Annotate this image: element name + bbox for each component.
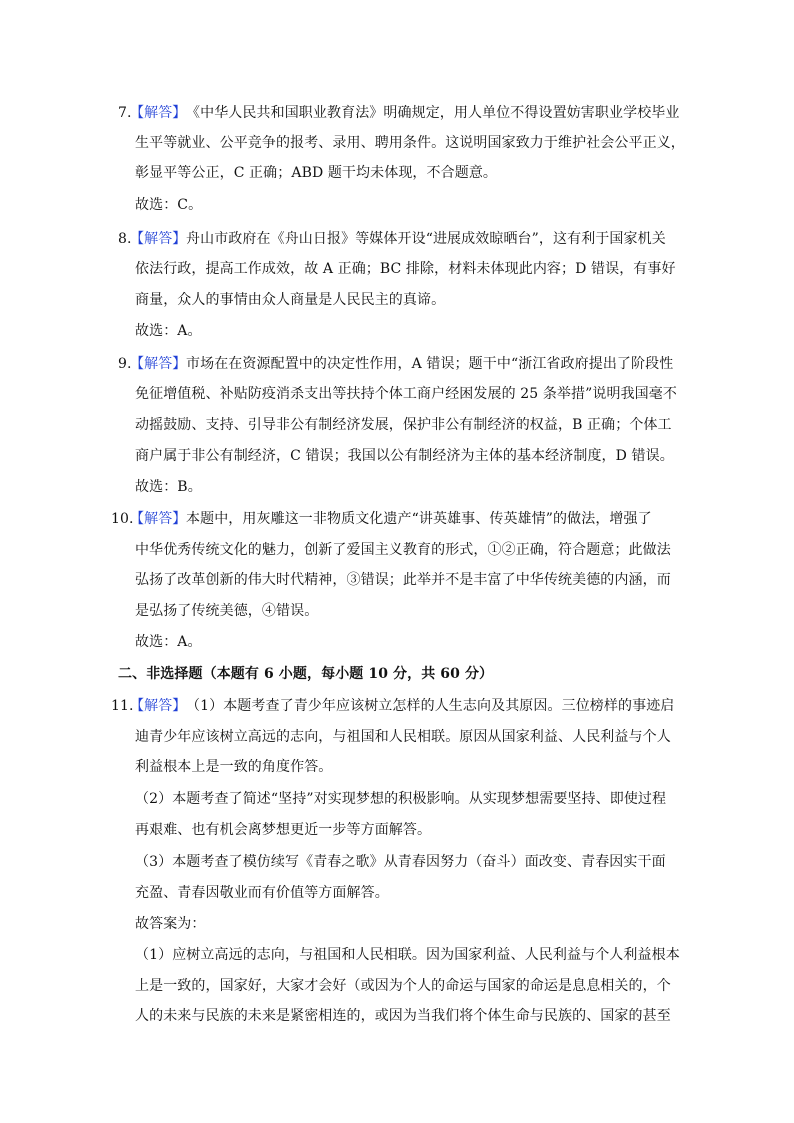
answer-choice: 故选：B。	[135, 479, 202, 495]
answer-text: 本题中，用灰雕这一非物质文化遗产“讲英雄事、传英雄情”的做法，增强了	[186, 511, 652, 527]
answer-choice: 故选：C。	[135, 197, 203, 213]
answer-text: 市场在在资源配置中的决定性作用，A 错误；题干中“浙江省政府提出了阶段性	[186, 356, 674, 372]
answer-text: （1）本题考查了青少年应该树立怎样的人生志向及其原因。三位榜样的事迹启	[186, 698, 675, 714]
answer-text: 商量，众人的事情由众人商量是人民民主的真谛。	[135, 292, 446, 308]
answer-label: 故答案为：	[135, 916, 206, 932]
answer-text: 再艰难、也有机会离梦想更近一步等方面解答。	[135, 822, 432, 838]
answer-tag: 【解答】	[130, 356, 187, 372]
answer-text: 商户属于非公有制经济，C 错误；我国以公有制经济为主体的基本经济制度，D 错误。	[135, 448, 674, 464]
answer-text: 人的未来与民族的未来是紧密相连的，或因为当我们将个体生命与民族的、国家的甚至	[135, 1008, 671, 1024]
answer-text: 迪青少年应该树立高远的志向，与祖国和人民相联。原因从国家利益、人民利益与个人	[135, 729, 671, 745]
answer-number: 10.	[111, 511, 134, 527]
answer-choice: 故选：A。	[135, 634, 202, 650]
answer-text: 舟山市政府在《舟山日报》等媒体开设“进展成效晾晒台”，这有利于国家机关	[186, 231, 666, 247]
answer-text: （1）应树立高远的志向，与祖国和人民相联。因为国家利益、人民利益与个人利益根本	[135, 947, 680, 963]
answer-text: 动摇鼓励、支持、引导非公有制经济发展，保护非公有制经济的权益，B 正确；个体工	[135, 417, 672, 433]
answer-text: 生平等就业、公平竞争的报考、录用、聘用条件。这说明国家致力于维护社会公平正义，	[135, 135, 685, 151]
answer-text: 利益根本上是一致的角度作答。	[135, 759, 333, 775]
answer-text: 是弘扬了传统美德，④错误。	[135, 603, 319, 619]
answer-tag: 【解答】	[130, 698, 187, 714]
answer-text: 充盈、青春因敬业而有价值等方面解答。	[135, 885, 389, 901]
answer-text: 弘扬了改革创新的伟大时代精神，③错误；此举并不是丰富了中华传统美德的内涵，而	[135, 572, 671, 588]
answer-text: 中华优秀传统文化的魅力，创新了爱国主义教育的形式，①②正确，符合题意；此做法	[135, 542, 671, 558]
answer-text: 《中华人民共和国职业教育法》明确规定，用人单位不得设置妨害职业学校毕业	[186, 105, 680, 121]
answer-number: 9.	[118, 356, 132, 372]
answer-choice: 故选：A。	[135, 323, 202, 339]
answer-tag: 【解答】	[130, 231, 187, 247]
answer-text: 依法行政，提高工作成效，故 A 正确；BC 排除，材料未体现此内容；D 错误，有事好	[135, 261, 676, 277]
answer-number: 8.	[118, 231, 132, 247]
answer-tag: 【解答】	[130, 105, 187, 121]
answer-text: （2）本题考查了简述“坚持”对实现梦想的积极影响。从实现梦想需要坚持、即使过程	[135, 791, 667, 807]
answer-text: （3）本题考查了模仿续写《青春之歌》从青春因努力（奋斗）面改变、青春因实干面	[135, 854, 666, 870]
answer-number: 11.	[111, 698, 134, 714]
answer-number: 7.	[118, 105, 132, 121]
answer-text: 彰显平等公正，C 正确；ABD 题干均未体现，不合题意。	[135, 165, 498, 181]
section-heading: 二、非选择题（本题有 6 小题，每小题 10 分，共 60 分）	[118, 666, 494, 682]
answer-text: 免征增值税、补贴防疫消杀支出等扶持个体工商户经困发展的 25 条举措”说明我国毫不	[135, 386, 677, 402]
answer-text: 上是一致的，国家好，大家才会好（或因为个人的命运与国家的命运是息息相关的，个	[135, 978, 671, 994]
answer-tag: 【解答】	[130, 511, 187, 527]
